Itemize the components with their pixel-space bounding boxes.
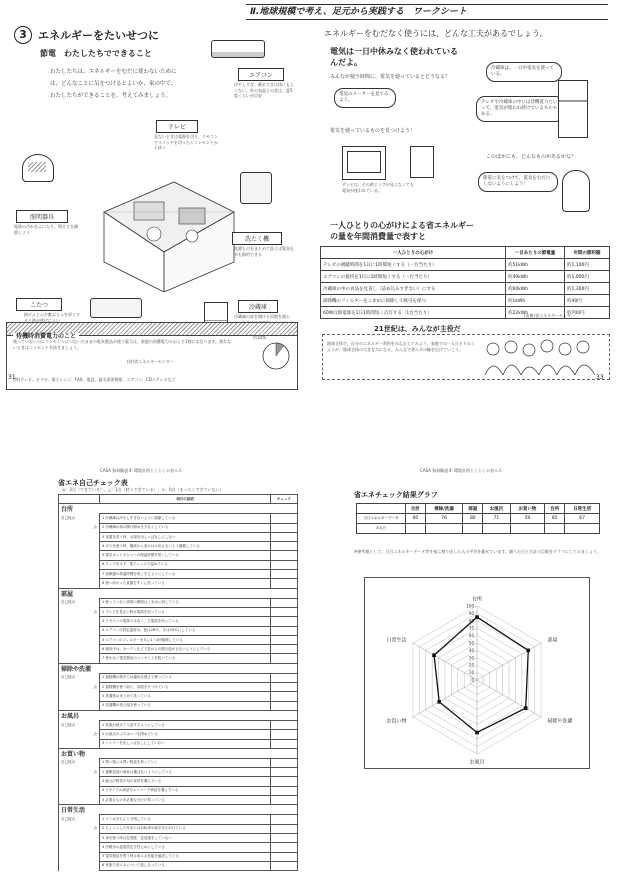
section-title: エネルギーをたいせつに (38, 29, 159, 42)
checklist-row (59, 635, 298, 644)
checklist-row (59, 758, 298, 767)
checklist-group-header (59, 805, 298, 815)
checklist-checkbox[interactable] (271, 617, 298, 626)
lighting-note: 電球の汚れをふいたり、明るさを調節しよう (14, 224, 78, 235)
checklist-item: 4 ガスを使う時、鍋底から炎がはみ出さないよう調節している (100, 542, 271, 551)
tv-caption: テレビは、その時ようすが見えなくても電気が使われている。 (342, 182, 414, 193)
bubble-what-else: このほかにも、どんなものがあるかな？ (486, 154, 577, 160)
subheading: 節電 わたしたちでできること (40, 49, 152, 58)
checklist-score-cell: 自己採点 (59, 673, 100, 682)
checklist-score-cell (59, 532, 100, 541)
savings-kwh: 約22kWh (506, 307, 565, 319)
checklist-score-cell (59, 786, 100, 795)
result-v-3: 71 (483, 514, 510, 524)
checklist-row (59, 833, 298, 842)
standby-pie-value: 約10% (253, 335, 266, 340)
section-number: 3 (14, 26, 32, 44)
checklist-checkbox[interactable] (271, 683, 298, 692)
checklist-row (59, 598, 298, 607)
q2-title: 一人ひとりの心がけによる省エネルギーの量を年間消費量で表すと (330, 221, 474, 241)
checklist-row (59, 570, 298, 579)
checklist-score-cell (59, 654, 100, 663)
left-page (6, 22, 306, 382)
page-title: Ⅱ.地球規模で考え、足元から実践する ワークシート (250, 7, 467, 17)
right-fridge-illustration (558, 80, 588, 138)
checklist-item: 7 炊飯器の保温時間を短くするようにしている (100, 570, 271, 579)
checklist-body (59, 504, 298, 871)
checklist-checkbox[interactable] (271, 570, 298, 579)
checklist-checkbox[interactable] (271, 701, 298, 710)
washer-note: 洗濯ものをまとめて洗えば電気も水も節約できる (234, 246, 294, 257)
checklist-score-cell (59, 861, 100, 870)
savings-row (321, 271, 610, 283)
checklist-checkbox[interactable] (271, 824, 298, 833)
savings-action: 冷蔵庫の中の食品を見直し（詰め込みすぎない）にする (321, 283, 506, 295)
checklist-score-cell: 点 (59, 768, 100, 777)
checklist-checkbox[interactable] (271, 654, 298, 663)
checklist-row (59, 514, 298, 523)
result-v-1: 76 (425, 514, 463, 524)
room-illustration (84, 172, 244, 292)
checklist-checkbox[interactable] (271, 777, 298, 786)
checklist-checkbox[interactable] (271, 786, 298, 795)
checklist-score-cell: 自己採点 (59, 598, 100, 607)
result-row-label-you: あなた (357, 524, 406, 534)
checklist-item: 2 お風呂のふたはいつも閉めている (100, 730, 271, 739)
checklist-checkbox[interactable] (271, 542, 298, 551)
checklist-row (59, 815, 298, 824)
aircon-illustration (211, 40, 265, 58)
radar-category-label: 部屋 (547, 637, 558, 644)
checklist-score-cell: 自己採点 (59, 514, 100, 523)
bubble-standby: テレビや冷蔵庫の中には待機電力といって、電気が使われ続けているものもある。 (476, 96, 564, 122)
right-page (318, 22, 614, 382)
tv-screen (347, 151, 381, 173)
radar-tick-label: 90 (468, 610, 474, 616)
checklist-item: 3 地元の野菜や旬の食材を選んでいる (100, 777, 271, 786)
radar-point (437, 700, 441, 704)
checklist-item: 3 シャワーを出しっぱなしにしていない (100, 739, 271, 748)
result-v-0: 60 (406, 514, 426, 524)
checklist-score-cell (59, 739, 100, 748)
standby-box-title: 待機時消費電力のこと (13, 333, 79, 340)
tv-illustration (342, 146, 386, 180)
person-illustration (562, 170, 590, 212)
checklist-score-cell: 自己採点 (59, 758, 100, 767)
result-you-3[interactable] (483, 524, 510, 534)
result-you-0[interactable] (406, 524, 426, 534)
savings-source: (出典)省エネルギーセンター (524, 313, 575, 318)
checklist-group-header (59, 663, 298, 673)
checklist-checkbox[interactable] (271, 843, 298, 852)
fridge-label: 冷蔵庫 (238, 300, 278, 313)
checklist-group-header (59, 504, 298, 514)
checklist-item: 4 リサイクル商品やエコマーク商品を選んでいる (100, 786, 271, 795)
washer-illustration (240, 172, 272, 204)
checklist-checkbox[interactable] (271, 626, 298, 635)
room-drawing (84, 172, 244, 292)
result-header-note: CASA 資料解説 Ⅱ: 環境負荷とくらしの省エネ (420, 468, 503, 473)
result-note: ※参考値として、当日エネルギーデータ等を基に割り出した人の平均を載せています。調べた日と合計の点数をグラフにしてみましょう。 (354, 549, 601, 554)
savings-action: 60W白熱電球を1日1時間短く点灯する（1台当たり） (321, 307, 506, 319)
savings-yen: 約1,300円 (565, 283, 610, 295)
checklist-score-cell (59, 551, 100, 560)
checklist-group-name: 部屋 (59, 588, 298, 598)
radar-tick-label: 70 (468, 625, 474, 631)
radar-point (475, 731, 479, 735)
checklist-checkbox[interactable] (271, 796, 298, 805)
savings-row (321, 283, 610, 295)
radar-category-label: 掃除や洗濯 (547, 718, 573, 725)
checklist-row (59, 692, 298, 701)
checklist-checkbox[interactable] (271, 514, 298, 523)
checklist-row (59, 617, 298, 626)
checklist-checkbox[interactable] (271, 692, 298, 701)
checklist-row (59, 796, 298, 805)
checklist-item: 1 買い物には買い物袋を持っていく (100, 758, 271, 767)
radar-tick-label: 80 (468, 618, 474, 624)
standby-pie-chart (261, 341, 291, 371)
checklist-score-cell (59, 645, 100, 654)
savings-yen: 約700円 (565, 307, 610, 319)
kotatsu-note: 掛けふとんや敷ぶとんを厚くすると熱が逃げにくい (24, 312, 80, 323)
checklist-checkbox[interactable] (271, 815, 298, 824)
checklist-checkbox[interactable] (271, 758, 298, 767)
checklist-row (59, 852, 298, 861)
result-you-row (357, 524, 600, 534)
radar-category-label: 台所 (471, 596, 483, 603)
checklist-group-name: お買い物 (59, 748, 298, 758)
checklist-row (59, 720, 298, 729)
bubble-plug: 電気を使っているものを見つけよう！ (330, 128, 416, 134)
radar-tick-label: 0 (471, 677, 474, 683)
crowd-illustration (483, 337, 603, 375)
left-page-number: 31 (8, 374, 16, 381)
checklist-header-row (59, 495, 298, 504)
checklist-checkbox[interactable] (271, 635, 298, 644)
checklist-row (59, 532, 298, 541)
checklist-group-header (59, 748, 298, 758)
checklist-row (59, 777, 298, 786)
result-h-2: 部屋 (463, 504, 483, 514)
checklist-row (59, 701, 298, 710)
radar-tick-label: 40 (468, 647, 474, 653)
checklist-score-cell (59, 617, 100, 626)
checklist-row (59, 786, 298, 795)
checklist-item: 7 使わない電気製品のコンセントを抜いている (100, 654, 271, 663)
radar-category-label: 日常生活 (386, 637, 407, 644)
checklist-header-note: CASA 資料解説 Ⅱ: 環境負荷とくらしの省エネ (100, 468, 183, 473)
checklist-checkbox[interactable] (271, 598, 298, 607)
radar-tick-label: 60 (468, 633, 474, 639)
socket-illustration (410, 146, 434, 178)
checklist-item: 2 ちょっとした外出には自転車や徒歩を心がけている (100, 824, 271, 833)
result-row-label-ref: 当日エネルギーデータ (357, 514, 406, 524)
checklist-row (59, 560, 298, 569)
checklist-item: 8 使い終わった食器をすぐに洗っている (100, 579, 271, 588)
savings-header-action: 一人ひとりの心がけ (321, 247, 506, 259)
checklist-row (59, 730, 298, 739)
result-you-1[interactable] (425, 524, 463, 534)
radar-tick-label: 20 (468, 662, 474, 668)
checklist-checkbox[interactable] (271, 523, 298, 532)
savings-row (321, 259, 610, 271)
result-reference-row (357, 514, 600, 524)
kotatsu-illustration (90, 298, 142, 318)
checklist-score-cell (59, 843, 100, 852)
lighting-label: 照明器具 (16, 210, 68, 223)
checklist-item: 4 冷暖房の温度設定を控えめにしている (100, 843, 271, 852)
aircon-note: 冷やしすぎ、暖めすぎは体にもよくない。外の気温との差は、夏5度くらいが目安 (234, 82, 294, 98)
result-h-6: 日常生活 (565, 504, 600, 514)
checklist-checkbox[interactable] (271, 852, 298, 861)
right-page-number: 33 (596, 374, 604, 381)
result-table (356, 503, 600, 534)
checklist-checkbox[interactable] (271, 560, 298, 569)
checklist-row (59, 768, 298, 777)
checklist-checkbox[interactable] (271, 645, 298, 654)
checklist-checkbox[interactable] (271, 861, 298, 870)
checklist-checkbox[interactable] (271, 730, 298, 739)
checklist-item: 5 エアコンのフィルターを月に1〜2回掃除している (100, 635, 271, 644)
checklist-row (59, 673, 298, 682)
checklist-score-cell (59, 701, 100, 710)
savings-yen: 約1,000円 (565, 271, 610, 283)
checklist-group-col (59, 495, 100, 504)
savings-kwh: 約51kWh (506, 259, 565, 271)
savings-yen: 約1,100円 (565, 259, 610, 271)
checklist-score-cell (59, 579, 100, 588)
lamp-shade-hatch (28, 162, 46, 172)
checklist-item: 6 ラップをせず、電子レンジで温めている (100, 560, 271, 569)
checklist-item: 5 必要なものを必要な分だけ買っている (100, 796, 271, 805)
standby-examples: (例)テレビ、ビデオ、電子レンジ、FAX、電話、温水洗浄便座、エアコン、CDステレオなど (13, 377, 176, 382)
checklist-item: 1 使っていない部屋の照明はこまめに消している (100, 598, 271, 607)
checklist-checkbox[interactable] (271, 833, 298, 842)
checklist-checkbox[interactable] (271, 532, 298, 541)
checklist-score-cell (59, 852, 100, 861)
checklist-group-name: 日常生活 (59, 805, 298, 815)
checklist-score-cell (59, 692, 100, 701)
savings-action: エアコンの使用を1日に1時間短くする（一台当たり） (321, 271, 506, 283)
checklist-item: 2 過剰包装の商品は選ばないようにしている (100, 768, 271, 777)
radar-chart-frame (364, 577, 590, 769)
checklist-item: 3 リモコンの電源ではなく、主電源を切っている (100, 617, 271, 626)
checklist-row (59, 824, 298, 833)
savings-table-header (321, 247, 610, 259)
q3-text: 地球全体で、自分のエネルギー利用をみなおしてみよう。家庭での一人ひとりのくふうが、地球全体の大きな力になる。みんなで省エネの輪を広げていこう。 (327, 341, 475, 352)
checklist-item: 4 エアコンの設定温度は、夏は28℃、冬は20℃にしている (100, 626, 271, 635)
result-v-2: 80 (463, 514, 483, 524)
checklist-score-cell: 自己採点 (59, 720, 100, 729)
checklist-item: 3 車を使う時は急発進・急加速をしていない (100, 833, 271, 842)
aircon-label: エアコン (238, 68, 284, 81)
checklist-item: 5 電気製品を買う時は省エネ性能を確認している (100, 852, 271, 861)
checklist-group-header (59, 588, 298, 598)
checklist-group-name: 台所 (59, 504, 298, 514)
radar-category-label: お買い物 (386, 718, 407, 725)
checklist-item-col: 項目の説明 (100, 495, 271, 504)
savings-header-kwh: 一日あたりの節電量 (506, 247, 565, 259)
savings-table (320, 246, 610, 319)
checklist-row (59, 861, 298, 870)
savings-kwh: 約40kWh (506, 271, 565, 283)
radar-point (432, 653, 436, 657)
checklist-item: 1 ゴミはきちんと分別している (100, 815, 271, 824)
q3-title: 21世紀は、みんなが主役だ (374, 325, 461, 333)
result-h-0: 合計 (406, 504, 426, 514)
kotatsu-label: こたつ (16, 298, 62, 311)
radar-tick-label: 10 (468, 670, 474, 676)
checklist-checkbox[interactable] (271, 579, 298, 588)
checklist-item: 2 掃除機を使う前に、部屋を片づけている (100, 683, 271, 692)
fridge-note: 冷蔵庫の扉を開ける回数を減ら (234, 314, 290, 319)
checklist-group-header (59, 710, 298, 720)
standby-text: 使っていないのにコンセントにつないだままの電気製品が使う電力は、家庭の消費電力のおよそ1割にもなります。使わないときはコンセントを抜きましょう。 (13, 339, 232, 350)
checklist-item: 6 家族で省エネについて話し合っている (100, 861, 271, 870)
q1-sub: みんなが使う時間に、電気を使っているとどうなる？ (330, 74, 451, 80)
right-subtitle: エネルギーをむだなく使うには、どんな工夫があるでしょう。 (324, 29, 548, 38)
checklist-item: 1 掃除機の吸引力は適切な強さで使っている (100, 673, 271, 682)
checklist-row (59, 579, 298, 588)
checklist-score-cell: 点 (59, 683, 100, 692)
checklist-row (59, 654, 298, 663)
result-you-4[interactable] (510, 524, 545, 534)
checklist-score-cell: 点 (59, 824, 100, 833)
savings-header-yen: 年間の節約額 (565, 247, 610, 259)
checklist-item: 5 電気ポットやジャーの保温時間を短くしている (100, 551, 271, 560)
checklist-score-cell (59, 777, 100, 786)
checklist-score-cell (59, 796, 100, 805)
radar-tick-label: 100 (466, 603, 474, 609)
intro-text: わたしたちは、エネルギーをむだに使わないためには、どんなことに気をつけるとよいか、家の中で、わたしたちができることを、考えてみましょう。 (50, 69, 177, 99)
result-v-5: 85 (545, 514, 565, 524)
result-header-row (357, 504, 600, 514)
checklist-item: 2 テレビを見ない時は電源を切っている (100, 607, 271, 616)
savings-kwh: 約1kWh (506, 295, 565, 307)
q3-box (322, 334, 610, 380)
savings-table-body (321, 259, 610, 319)
checklist-score-cell (59, 626, 100, 635)
savings-yen: 約40円 (565, 295, 610, 307)
standby-source: (財)省エネルギーセンター (127, 359, 174, 364)
checklist-row (59, 739, 298, 748)
checklist-score-cell: 点 (59, 523, 100, 532)
checklist-checkbox[interactable] (271, 673, 298, 682)
result-you-2[interactable] (463, 524, 483, 534)
checklist-row (59, 542, 298, 551)
checklist-item: 3 食器を洗う時、お湯を出しっぱなしにしない (100, 532, 271, 541)
savings-action: テレビの視聴時間を1日に1時間短くする（一台当たり） (321, 259, 506, 271)
tv-label: テレビ (156, 120, 198, 133)
result-h-3: お風呂 (483, 504, 510, 514)
result-h-4: お買い物 (510, 504, 545, 514)
checklist-score-cell (59, 560, 100, 569)
checklist-row (59, 523, 298, 532)
radar-point (475, 615, 479, 619)
q1-title: 電気は一日中休みなく使われているんだよ。 (330, 47, 458, 67)
result-h-1: 掃除/洗濯 (425, 504, 463, 514)
checklist-checkbox[interactable] (271, 739, 298, 748)
checklist-score-cell: 自己採点 (59, 815, 100, 824)
checklist-score-cell (59, 542, 100, 551)
radar-category-label: お風呂 (469, 759, 485, 766)
standby-box (6, 322, 298, 390)
checklist-item: 1 冷蔵庫は冷やしすぎないように調節している (100, 514, 271, 523)
radar-point (526, 649, 530, 653)
result-v-6: 67 (565, 514, 600, 524)
checklist-row (59, 551, 298, 560)
savings-kwh: 約60kWh (506, 283, 565, 295)
checklist-row (59, 683, 298, 692)
radar-tick-label: 30 (468, 655, 474, 661)
radar-tick-label: 50 (468, 640, 474, 646)
result-title: 省エネチェック結果グラフ (354, 491, 438, 499)
checklist-table (58, 494, 298, 871)
checklist-score-cell: 点 (59, 607, 100, 616)
tv-note: 見ないときは電源を切り、リモコンでスイッチを切ったらコンセントから抜く (154, 134, 218, 150)
checklist-group-name: お風呂 (59, 710, 298, 720)
bubble-advice: 節電に気をつけて、電気をむだにしないようにしよう！ (478, 172, 558, 192)
result-v-4: 59 (510, 514, 545, 524)
checklist-row (59, 843, 298, 852)
checklist-row (59, 626, 298, 635)
checklist-group-name: 掃除や洗濯 (59, 663, 298, 673)
checklist-item: 3 洗濯物はまとめて洗っている (100, 692, 271, 701)
checklist-checkbox[interactable] (271, 607, 298, 616)
checklist-item: 4 洗濯機の残り湯を使っている (100, 701, 271, 710)
checklist-score-cell: 点 (59, 730, 100, 739)
checklist-checkbox[interactable] (271, 551, 298, 560)
radar-point (524, 706, 528, 710)
checklist-check-col: チェック (271, 495, 298, 504)
checklist-score-cell (59, 635, 100, 644)
checklist-checkbox[interactable] (271, 720, 298, 729)
checklist-item: 2 冷蔵庫の扉の開け閉めを少なくしている (100, 523, 271, 532)
savings-row (321, 295, 610, 307)
bubble-fridge-all-day: 冷蔵庫は、一日中電気を使っている。 (486, 62, 562, 82)
checklist-title: 省エネ自己チェック表 (58, 479, 128, 487)
result-you-6[interactable] (565, 524, 600, 534)
page-header (246, 4, 608, 20)
checklist-row (59, 607, 298, 616)
washer-label: 洗たく機 (232, 232, 282, 245)
bubble-meter: 電気のメーターを見てみよう。 (334, 88, 396, 108)
result-corner (357, 504, 406, 514)
result-h-5: 台所 (545, 504, 565, 514)
result-you-5[interactable] (545, 524, 565, 534)
checklist-item: 6 暖房中は、カーテンなどで窓からの熱を逃がさないようにしている (100, 645, 271, 654)
checklist-row (59, 645, 298, 654)
checklist-checkbox[interactable] (271, 768, 298, 777)
crowd-drawing (483, 337, 603, 375)
savings-action: 掃除機のフィルターをこまめに掃除して吸引を保つ (321, 295, 506, 307)
checklist-item: 1 家族が続けて入浴するようにしている (100, 720, 271, 729)
checklist-legend: ◎：2点（できている）、△：1点（時々できている）、×：0点（まったくできていない） (62, 487, 224, 492)
checklist-score-cell (59, 833, 100, 842)
checklist-score-cell (59, 570, 100, 579)
radar-chart (365, 578, 589, 768)
